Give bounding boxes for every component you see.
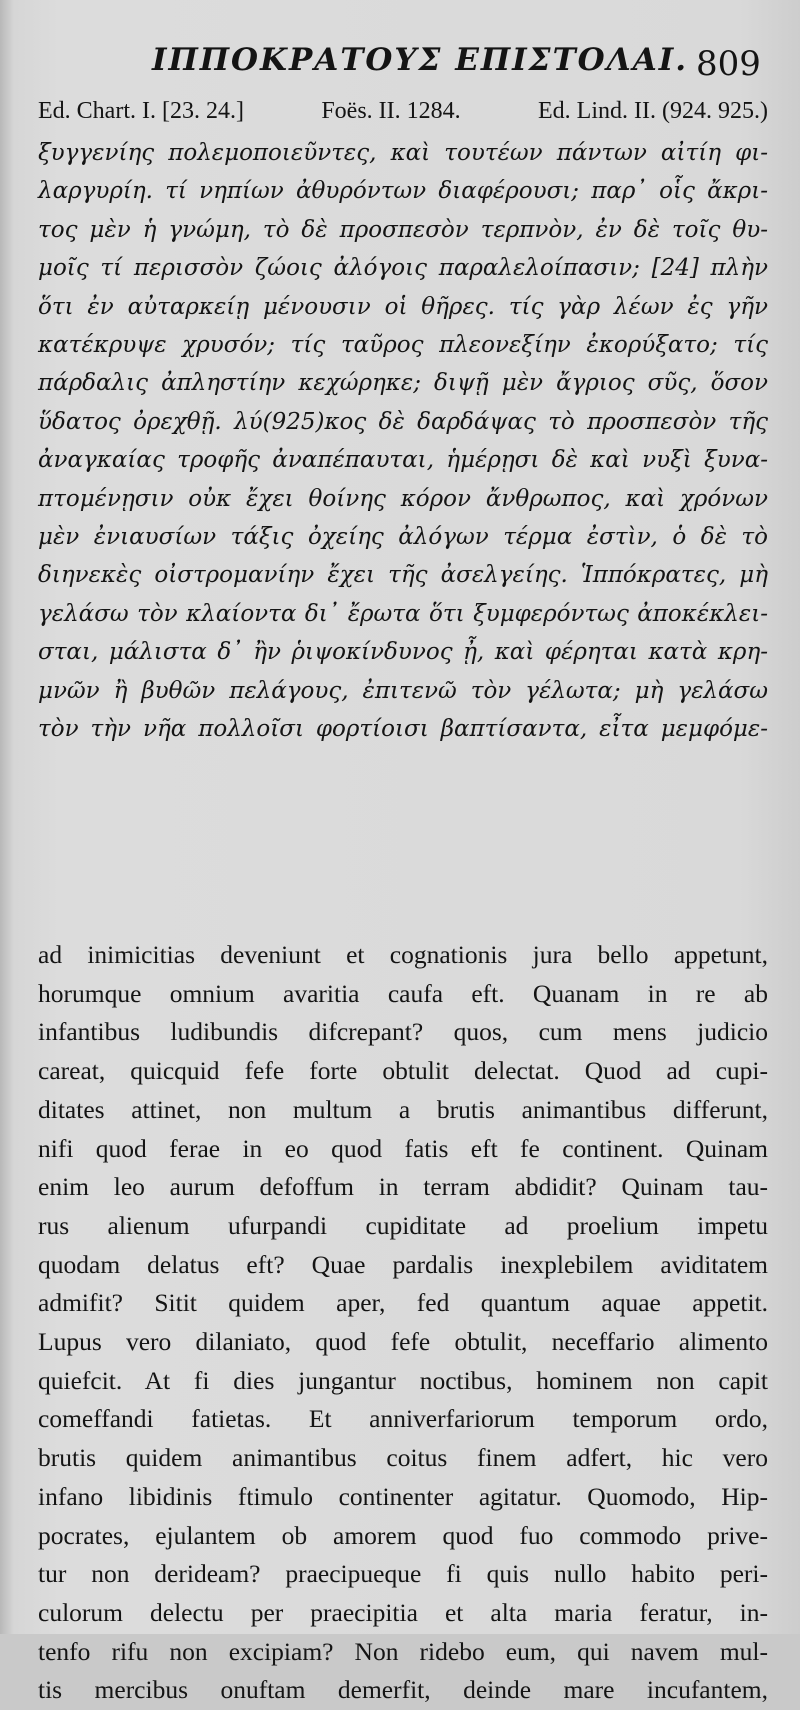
edition-chart-ref: Ed. Chart. I. [23. 24.] xyxy=(38,98,244,124)
running-header: ΙΠΠΟΚΡΑΤΟΥΣ ΕΠΙΣΤΟΛΑΙ. xyxy=(151,42,689,78)
greek-text-line: ὅτι ἐν αὐταρκείῃ μένουσιν οἱ θῆρες. τίς γὰρ λέων ἐς γῆν xyxy=(38,293,768,320)
latin-text-line: quodam delatus eft? Quae pardalis inexplebilem aviditatem xyxy=(38,1249,768,1279)
greek-text-block xyxy=(38,134,768,749)
greek-text-line: πάρδαλις ἀπληστίην κεχώρηκε; διψῇ μὲν ἄγριος σῦς, ὅσον xyxy=(38,370,768,397)
greek-text-line: τὸν τὴν νῆα πολλοῖσι φορτίοισι βαπτίσαντα, εἶτα μεμφόμε- xyxy=(38,716,768,743)
latin-text-line: infano libidinis ftimulo continenter agitatur. Quomodo, Hip- xyxy=(38,1481,768,1511)
latin-text-line: infantibus ludibundis difcrepant? quos, cum mens judicio xyxy=(38,1017,768,1047)
greek-text-line: γελάσω τὸν κλαίοντα δι᾽ ἔρωτα ὅτι ξυμφερόντως ἀποκέκλει- xyxy=(38,600,768,627)
latin-text-line: Lupus vero dilaniato, quod fefe obtulit, neceffario alimento xyxy=(38,1327,768,1357)
greek-text-line: λαργυρίη. τί νηπίων ἀθυρόντων διαφέρουσι; παρ᾽ οἷς ἄκρι- xyxy=(38,178,768,205)
latin-text-line: tenfo rifu non excipiam? Non ridebo eum, qui navem mul- xyxy=(38,1636,768,1666)
greek-text-line: μνῶν ἢ βυθῶν πελάγους, ἐπιτενῶ τὸν γέλωτα; μὴ γελάσω xyxy=(38,677,768,704)
greek-text-line: ἀναγκαίας τροφῆς ἀναπέπαυται, ἡμέρῃσι δὲ καὶ νυξὶ ξυνα- xyxy=(38,447,768,474)
latin-text-line: pocrates, ejulantem ob amorem quod fuo commodo prive- xyxy=(38,1520,768,1550)
latin-text-line: brutis quidem animantibus coitus finem adfert, hic vero xyxy=(38,1443,768,1473)
greek-text-line: ξυγγενίης πολεμοποιεῦντες, καὶ τουτέων πάντων αἰτίη φι- xyxy=(38,140,768,166)
latin-text-line: tis mercibus onuftam demerfit, deinde mare incufantem, xyxy=(38,1675,768,1705)
latin-text-line: rus alienum ufurpandi cupiditate ad proelium impetu xyxy=(38,1210,768,1240)
latin-text-line: enim leo aurum defoffum in terram abdidit? Quinam tau- xyxy=(38,1172,768,1202)
page-number: 809 xyxy=(696,44,761,84)
greek-text-line: μοῖς τί περισσὸν ζώοις ἀλόγοις παραλελοίπασιν; [24] πλὴν xyxy=(38,255,768,282)
greek-text-line: μὲν ἐνιαυσίων τάξις ὀχείης ἀλόγων τέρμα ἐστὶν, ὁ δὲ τὸ xyxy=(38,524,768,551)
edition-foes-ref: Foës. II. 1284. xyxy=(321,98,461,124)
latin-text-line: nifi quod ferae in eo quod fatis eft fe continent. Quinam xyxy=(38,1133,768,1163)
greek-text-line: πτομένῃσιν οὐκ ἔχει θοίνης κόρον ἄνθρωπος, καὶ χρόνων xyxy=(38,485,768,512)
latin-text-line: culorum delectu per praecipitia et alta maria feratur, in- xyxy=(38,1597,768,1627)
greek-text-line: τος μὲν ἡ γνώμη, τὸ δὲ προσπεσὸν τερπνὸν, ἐν δὲ τοῖς θυ- xyxy=(38,216,768,243)
latin-text-line: ad inimicitias deveniunt et cognationis jura bello appetunt, xyxy=(38,940,768,969)
greek-text-line: διηνεκὲς οἰστρομανίην ἔχει τῆς ἀσελγείης. Ἱππόκρατες, μὴ xyxy=(38,562,768,589)
edition-reference-line xyxy=(38,98,768,125)
greek-text-line: ὕδατος ὀρεχθῇ. λύ(925)κος δὲ δαρδάψας τὸ προσπεσὸν τῆς xyxy=(38,408,768,435)
greek-text-line: κατέκρυψε χρυσόν; τίς ταῦρος πλεονεξίην ἐκορύξατο; τίς xyxy=(38,332,768,359)
edition-lind-ref: Ed. Lind. II. (924. 925.) xyxy=(538,98,768,124)
latin-text-block xyxy=(38,936,768,1710)
latin-text-line: comeffandi fatietas. Et anniverfariorum temporum ordo, xyxy=(38,1404,768,1434)
latin-text-line: ditates attinet, non multum a brutis animantibus differunt, xyxy=(38,1094,768,1124)
latin-text-line: tur non derideam? praecipueque fi quis nullo habito peri- xyxy=(38,1559,768,1589)
latin-text-line: quiefcit. At fi dies jungantur noctibus, hominem non capit xyxy=(38,1365,768,1395)
latin-text-line: horumque omnium avaritia caufa eft. Quanam in re ab xyxy=(38,978,768,1008)
latin-text-line: careat, quicquid fefe forte obtulit delectat. Quod ad cupi- xyxy=(38,1056,768,1086)
greek-text-line: σται, μάλιστα δ᾽ ἢν ῥιψοκίνδυνος ᾖ, καὶ φέρηται κατὰ κρη- xyxy=(38,639,768,666)
latin-text-line: admifit? Sitit quidem aper, fed quantum aquae appetit. xyxy=(38,1288,768,1318)
